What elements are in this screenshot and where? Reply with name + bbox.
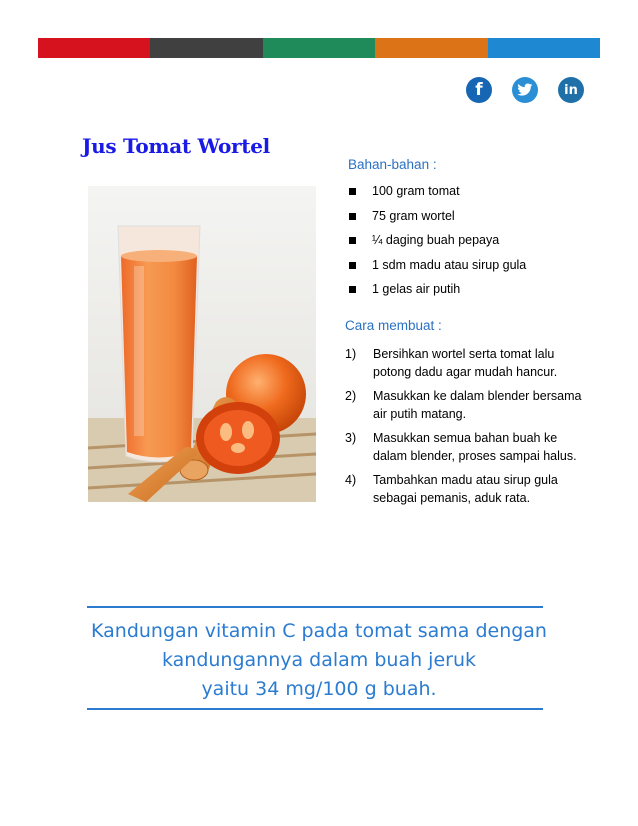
step-number: 1) [345, 347, 357, 361]
step-text: Bersihkan wortel serta tomat lalu potong dadu agar mudah hancur. [373, 347, 558, 379]
ingredient-text: 1 gelas air putih [372, 282, 461, 297]
ingredients-list [345, 184, 526, 307]
divider-top [87, 606, 543, 608]
social-links [466, 77, 584, 103]
list-item [345, 184, 526, 209]
twitter-icon[interactable] [512, 77, 538, 103]
ingredient-text: 75 gram wortel [372, 208, 455, 223]
list-item [345, 258, 526, 283]
square-bullet-icon [349, 286, 356, 293]
color-bar-blue [488, 38, 600, 58]
step-text: Masukkan semua bahan buah ke dalam blender, proses sampai halus. [373, 431, 577, 463]
list-item [345, 233, 526, 258]
recipe-title: Jus Tomat Wortel [82, 134, 270, 158]
step-number: 4) [345, 473, 357, 487]
list-item [345, 429, 585, 465]
juice-photo [88, 186, 316, 502]
twitter-bird-icon [517, 83, 533, 97]
square-bullet-icon [349, 213, 356, 220]
step-number: 2) [345, 389, 357, 403]
color-bar-orange [375, 38, 487, 58]
step-text: Tambahkan madu atau sirup gula sebagai pemanis, aduk rata. [373, 473, 558, 505]
steps-list [345, 345, 585, 513]
facebook-icon[interactable]: f [466, 77, 492, 103]
list-item [345, 282, 526, 307]
square-bullet-icon [349, 188, 356, 195]
divider-bottom [87, 708, 543, 710]
list-item [345, 345, 585, 381]
step-text: Masukkan ke dalam blender bersama air putih matang. [373, 389, 582, 421]
ingredients-heading: Bahan-bahan : [348, 157, 437, 172]
ingredient-text: ¼ daging buah pepaya [372, 233, 500, 248]
list-item [345, 471, 585, 507]
list-item [345, 387, 585, 423]
vitamin-fact [40, 617, 598, 704]
color-bar-red [38, 38, 150, 58]
fact-line: yaitu 34 mg/100 g buah. [201, 678, 437, 700]
method-heading: Cara membuat : [345, 318, 442, 333]
ingredient-text: 100 gram tomat [372, 184, 460, 198]
color-bar-gray [150, 38, 262, 58]
fact-line: kandungannya dalam buah jeruk [161, 649, 477, 671]
step-number: 3) [345, 431, 357, 445]
square-bullet-icon [349, 262, 356, 269]
color-bar-green [263, 38, 375, 58]
list-item [345, 209, 526, 234]
fact-line: Kandungan vitamin C pada tomat sama dengan [91, 620, 547, 642]
header-color-bar [38, 38, 600, 58]
ingredient-text: 1 sdm madu atau sirup gula [372, 257, 527, 272]
linkedin-icon[interactable]: in [558, 77, 584, 103]
square-bullet-icon [349, 237, 356, 244]
